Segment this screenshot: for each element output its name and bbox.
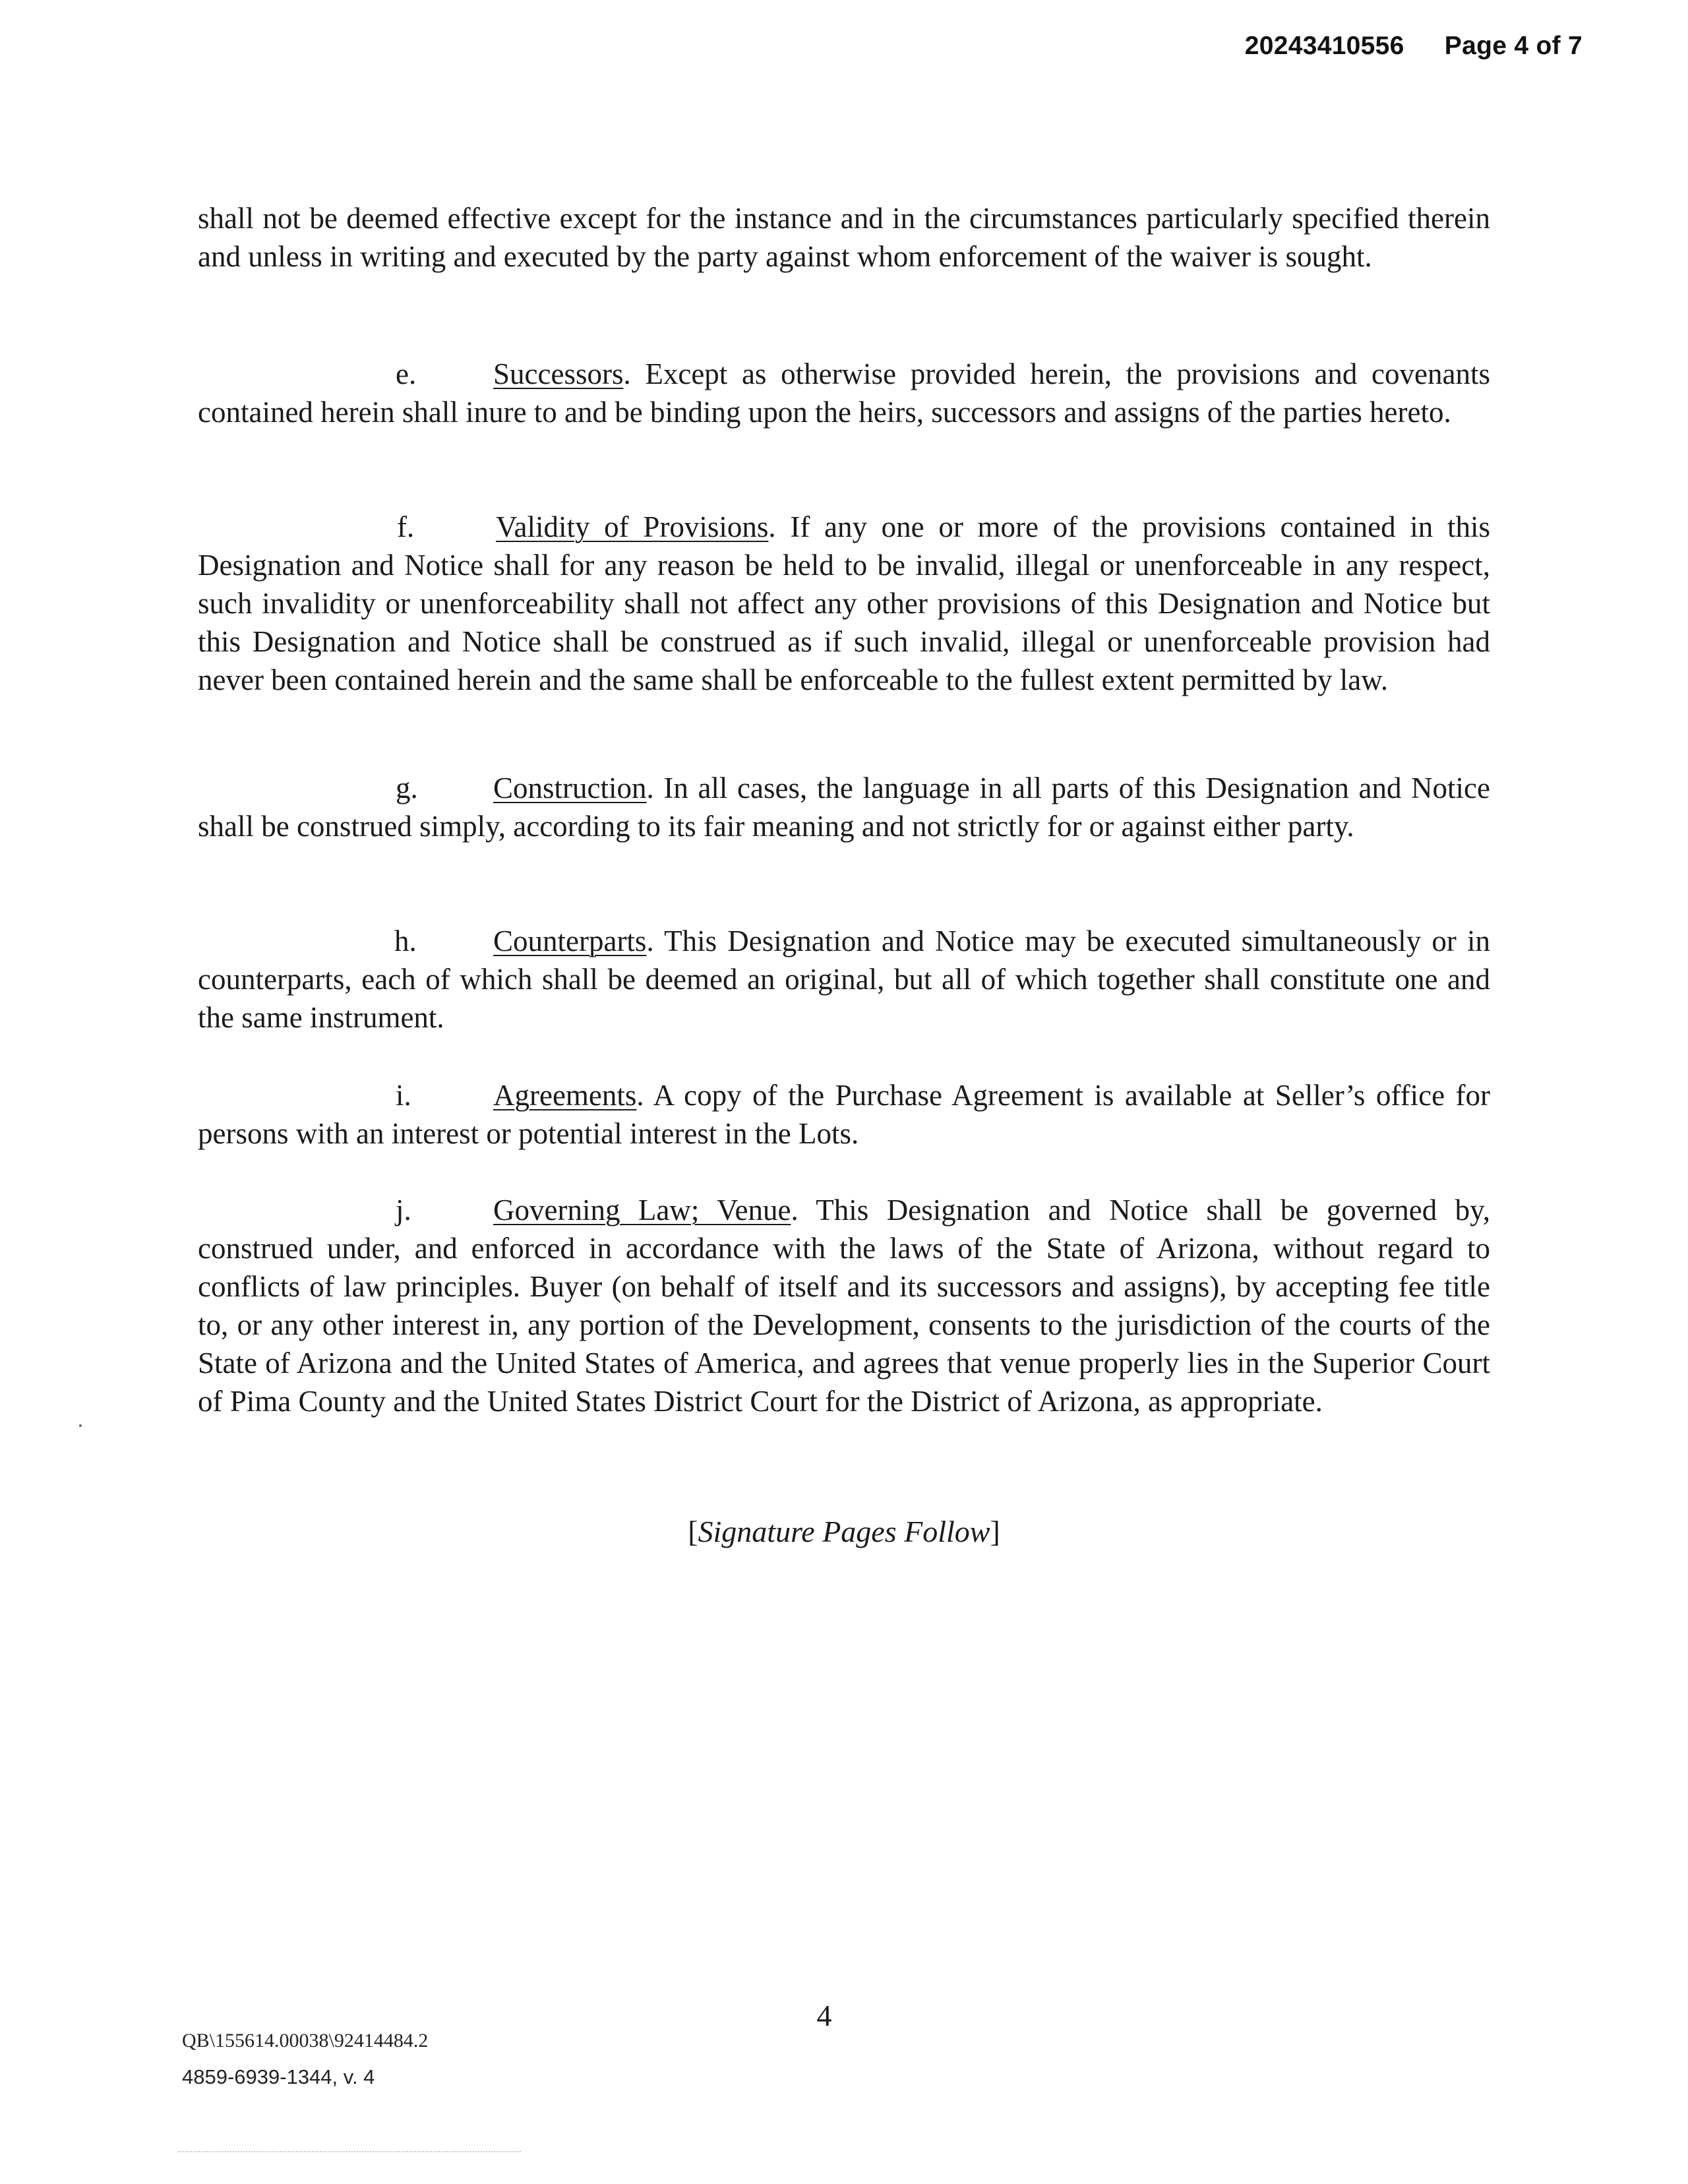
section-heading: Governing Law; Venue — [493, 1194, 791, 1227]
section-text: . Except as otherwise provided herein, the provisions and covenants contained herein shall inure to and be binding upon the heirs, successors and assigns of the parties hereto. — [198, 357, 1490, 429]
section-text: . A copy of the Purchase Agreement is available at Seller’s office for persons with an interest or potential interest in the Lots. — [198, 1079, 1490, 1150]
section-g — [198, 769, 1490, 845]
section-f — [198, 508, 1490, 699]
section-heading: Successors — [493, 357, 624, 390]
section-letter: i. — [396, 1079, 411, 1112]
section-heading: Counterparts — [493, 925, 647, 957]
footer-doc-id: QB\155614.00038\92414484.2 — [182, 2030, 429, 2051]
section-text: . This Designation and Notice shall be governed by, construed under, and enforced in accordance with the laws of the State of Arizona, without regard to conflicts of law principles. Buyer (on behalf of itself and its successors and assigns), by accepting fee title to, or any other interest in, any portion of the Development, consents to the jurisdiction of the courts of the State of Arizona and the United States of America, and agrees that venue properly lies in the Superior Court of Pima County and the United States District Court for the District of Arizona, as appropriate. — [198, 1194, 1490, 1418]
page-label: Page 4 of 7 — [1444, 32, 1582, 60]
section-letter: e. — [396, 357, 417, 390]
section-j — [198, 1191, 1490, 1420]
continuation-paragraph: shall not be deemed effective except for the instance and in the circumstances particularly specified therein and unless in writing and executed by the party against whom enforcement of the waiver is sought. — [198, 202, 1490, 273]
section-heading: Agreements — [493, 1079, 637, 1112]
section-i — [198, 1076, 1490, 1153]
section-letter: g. — [396, 772, 418, 804]
section-text: . In all cases, the language in all parts of this Designation and Notice shall be construed simply, according to its fair meaning and not strictly for or against either party. — [198, 772, 1490, 843]
section-text: . If any one or more of the provisions contained in this Designation and Notice shall for any reason be held to be invalid, illegal or unenforceable in any respect, such invalidity or unenforceability shall not affect any other provisions of this Designation and Notice but this Designation and Notice shall be construed as if such invalid, illegal or unenforceable provision had never been contained herein and the same shall be enforceable to the fullest extent permitted by law. — [198, 510, 1490, 696]
section-e — [198, 355, 1490, 431]
recording-header — [1245, 32, 1582, 61]
scan-speck — [79, 1424, 82, 1427]
scan-artifact-line — [178, 2151, 521, 2152]
signature-pages-note: [Signature Pages Follow] — [688, 1515, 1000, 1548]
record-number: 20243410556 — [1244, 32, 1404, 60]
section-letter: f. — [397, 510, 415, 543]
section-heading: Construction — [493, 772, 647, 804]
section-h — [198, 922, 1490, 1037]
section-text: . This Designation and Notice may be executed simultaneously or in counterparts, each of which shall be deemed an original, but all of which together shall constitute one and the same instrument. — [198, 925, 1490, 1034]
footer-doc-version: 4859-6939-1344, v. 4 — [182, 2065, 375, 2088]
section-letter: j. — [396, 1194, 411, 1227]
section-heading: Validity of Provisions — [496, 510, 769, 543]
page-number: 4 — [816, 1999, 832, 2032]
section-letter: h. — [394, 925, 417, 957]
signature-note-text: Signature Pages Follow — [698, 1515, 990, 1548]
